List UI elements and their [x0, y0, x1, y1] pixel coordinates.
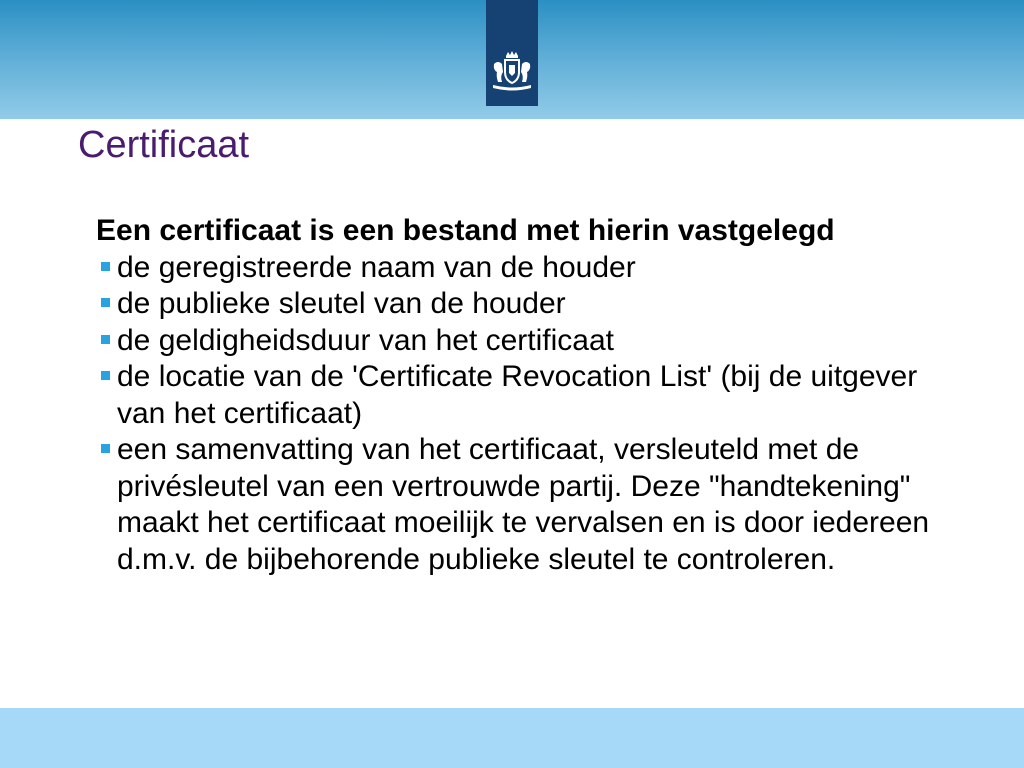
list-item: [96, 359, 956, 432]
footer-band: [0, 708, 1024, 768]
lead-text: Een certificaat is een bestand met hierin vastgelegd: [96, 214, 835, 247]
bullet-list: [96, 250, 956, 579]
list-item-text: de geregistreerde naam van de houder: [117, 250, 636, 284]
square-bullet-icon: [101, 335, 110, 344]
list-item: [96, 250, 956, 287]
list-item: [96, 323, 956, 360]
list-item: [96, 432, 956, 578]
logo: [486, 0, 538, 106]
header-band: [0, 0, 1024, 119]
list-item-text: een samenvatting van het certificaat, versleuteld met de privésleutel van een vertrouwde partij. Deze "handtekening" maakt het certificaat moeilijk te vervalsen en is door iedereen d.m.v. de bijbehorende publieke sleutel te controleren.: [117, 433, 930, 576]
list-item-text: de geldigheidsduur van het certificaat: [117, 323, 614, 357]
coat-of-arms-icon: [488, 50, 536, 94]
slide-title: Certificaat: [78, 124, 250, 166]
slide-content: [96, 213, 956, 578]
list-item-text: de publieke sleutel van de houder: [117, 287, 566, 320]
square-bullet-icon: [101, 262, 110, 271]
list-item-text: de locatie van de 'Certificate Revocation List' (bij de uitgever van het certificaat): [117, 360, 918, 430]
list-item: [96, 286, 956, 323]
square-bullet-icon: [101, 298, 110, 307]
square-bullet-icon: [101, 444, 110, 453]
square-bullet-icon: [101, 371, 110, 380]
